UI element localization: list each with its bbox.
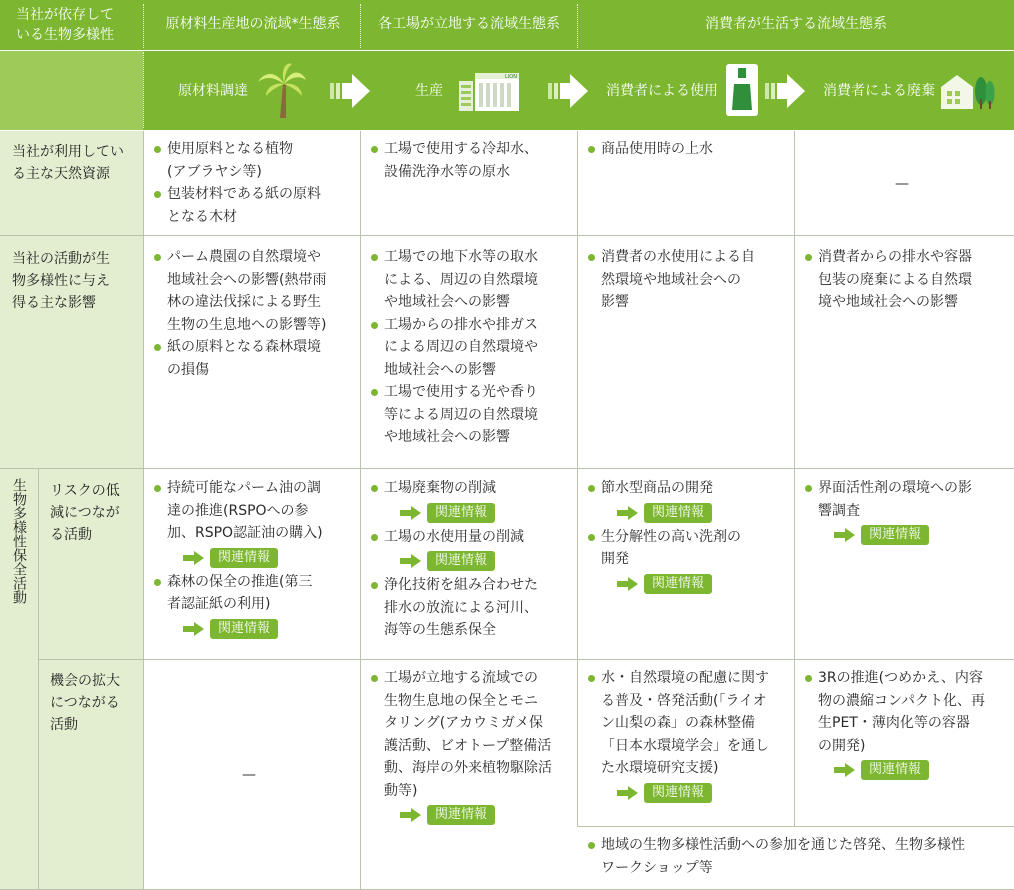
list-item: 生分解性の高い洗剤の 開発 関連情報 xyxy=(586,526,794,595)
list-item: 界面活性剤の環境への影 響調査 関連情報 xyxy=(803,477,1011,546)
list-item: 消費者の水使用による自 然環境や地域社会への 影響 xyxy=(586,246,794,314)
arrow-right-icon xyxy=(400,553,422,569)
arrow-right-icon xyxy=(183,550,205,566)
opportunity-disposal xyxy=(803,667,1011,783)
related-info-link[interactable]: 関連情報 xyxy=(183,547,360,569)
arrow-right-icon xyxy=(617,785,639,801)
resources-disposal-empty: — xyxy=(895,176,909,192)
stage-label: 生産 xyxy=(415,83,443,99)
impact-factory xyxy=(369,246,577,449)
palm-tree-icon xyxy=(256,60,308,120)
list-item: 消費者からの排水や容器 包装の廃棄による自然環 境や地域社会への影響 xyxy=(803,246,1011,314)
row-label-impact: 当社の活動が生 物多様性に与え 得る主な影響 xyxy=(12,251,110,311)
arrow-right-icon xyxy=(617,576,639,592)
opportunity-factory xyxy=(369,667,577,828)
stage-label: 原材料調達 xyxy=(178,83,248,99)
stage-consumer-disposal xyxy=(823,52,995,128)
list-item: 使用原料となる植物 (アブラヤシ等) xyxy=(152,138,360,183)
flow-arrow-icon xyxy=(548,70,588,112)
header-factory-ecosystem: 各工場が立地する流域生態系 xyxy=(378,16,560,32)
list-item: 3Rの推進(つめかえ、内容 物の濃縮コンパクト化、再 生PET・薄肉化等の容器 の開発) 関連情報 xyxy=(803,667,1011,781)
arrow-right-icon xyxy=(617,505,639,521)
list-item: 工場で使用する冷却水、 設備洗浄水等の原水 xyxy=(369,138,577,183)
impact-raw-material xyxy=(152,246,360,381)
bottle-icon xyxy=(724,62,760,118)
impact-consumer-use xyxy=(586,246,794,314)
related-info-link[interactable]: 関連情報 xyxy=(834,759,1011,781)
list-item: 持続可能なパーム油の調 達の推進(RSPOへの参 加、RSPO認証油の購入) 関連情報 xyxy=(152,477,360,569)
activity-section-label: 生物多様性保全活動 xyxy=(11,478,27,604)
impact-disposal xyxy=(803,246,1011,314)
list-item: 節水型商品の開発 関連情報 xyxy=(586,477,794,524)
arrow-right-icon xyxy=(400,505,422,521)
arrow-right-icon xyxy=(834,762,856,778)
stage-consumer-use xyxy=(606,52,760,128)
flow-arrow-icon xyxy=(765,70,805,112)
risk-raw-material xyxy=(152,477,360,642)
related-info-link[interactable]: 関連情報 xyxy=(400,502,577,524)
flow-arrow-icon xyxy=(330,70,370,112)
related-info-link[interactable]: 関連情報 xyxy=(617,502,794,524)
arrow-right-icon xyxy=(834,527,856,543)
stage-label: 消費者による廃棄 xyxy=(823,83,935,99)
arrow-right-icon xyxy=(400,807,422,823)
row-label-risk: リスクの低 減につなが る活動 xyxy=(50,483,120,543)
list-item: 森林の保全の推進(第三 者認証紙の利用) 関連情報 xyxy=(152,571,360,640)
related-info-link[interactable]: 関連情報 xyxy=(617,573,794,595)
list-item: 商品使用時の上水 xyxy=(586,138,794,161)
stage-label: 消費者による使用 xyxy=(606,83,718,99)
resources-consumer-use xyxy=(586,138,794,161)
list-item: 工場での地下水等の取水 による、周辺の自然環境 や地域社会への影響 xyxy=(369,246,577,314)
opportunity-consumer-use xyxy=(586,667,794,806)
list-item: 地域の生物多様性活動への参加を通じた啓発、生物多様性 ワークショップ等 xyxy=(586,834,1011,879)
resources-factory xyxy=(369,138,577,183)
list-item: 工場からの排水や排ガス による周辺の自然環境や 地域社会への影響 xyxy=(369,314,577,382)
risk-factory xyxy=(369,477,577,642)
related-info-link[interactable]: 関連情報 xyxy=(617,782,794,804)
list-item: 工場の水使用量の削減 関連情報 xyxy=(369,526,577,573)
list-item: 包装材料である紙の原料 となる木材 xyxy=(152,183,360,228)
related-info-link[interactable]: 関連情報 xyxy=(834,524,1011,546)
header-dependency-label: 当社が依存して いる生物多様性 xyxy=(16,7,114,43)
factory-icon xyxy=(457,67,521,113)
opportunity-consumer-combined xyxy=(586,834,1011,879)
row-label-resources: 当社が利用してい る主な天然資源 xyxy=(12,144,124,182)
house-trees-icon xyxy=(939,69,995,111)
stage-production xyxy=(415,52,521,128)
header-raw-material-ecosystem: 原材料生産地の流域*生態系 xyxy=(165,16,341,32)
header-consumer-ecosystem: 消費者が生活する流域生態系 xyxy=(705,16,887,32)
opportunity-raw-material-empty: — xyxy=(242,767,256,783)
arrow-right-icon xyxy=(183,621,205,637)
row-label-opportunity: 機会の拡大 につながる 活動 xyxy=(50,673,120,733)
related-info-link[interactable]: 関連情報 xyxy=(400,550,577,572)
risk-disposal xyxy=(803,477,1011,548)
list-item: 紙の原料となる森林環境 の損傷 xyxy=(152,336,360,381)
risk-consumer-use xyxy=(586,477,794,597)
svg-text:LION: LION xyxy=(505,74,517,80)
list-item: 水・自然環境の配慮に関す る普及・啓発活動(「ライオ ン山梨の森」の森林整備 「日本水環境学会」を通し た水環境研究支援) 関連情報 xyxy=(586,667,794,804)
stage-procurement xyxy=(178,52,308,128)
list-item: 工場で使用する光や香り 等による周辺の自然環境 や地域社会への影響 xyxy=(369,381,577,449)
related-info-link[interactable]: 関連情報 xyxy=(183,618,360,640)
list-item: 工場が立地する流域での 生物生息地の保全とモニ タリング(アカウミガメ保 護活動、ビオトープ整備活 動、海岸の外来植物駆除活 動等) 関連情報 xyxy=(369,667,577,826)
resources-raw-material xyxy=(152,138,360,228)
list-item: パーム農園の自然環境や 地域社会への影響(熱帯雨 林の違法伐採による野生 生物の生息地への影響等) xyxy=(152,246,360,336)
related-info-link[interactable]: 関連情報 xyxy=(400,804,577,826)
list-item: 工場廃棄物の削減 関連情報 xyxy=(369,477,577,524)
list-item: 浄化技術を組み合わせた 排水の放流による河川、 海等の生態系保全 xyxy=(369,574,577,642)
